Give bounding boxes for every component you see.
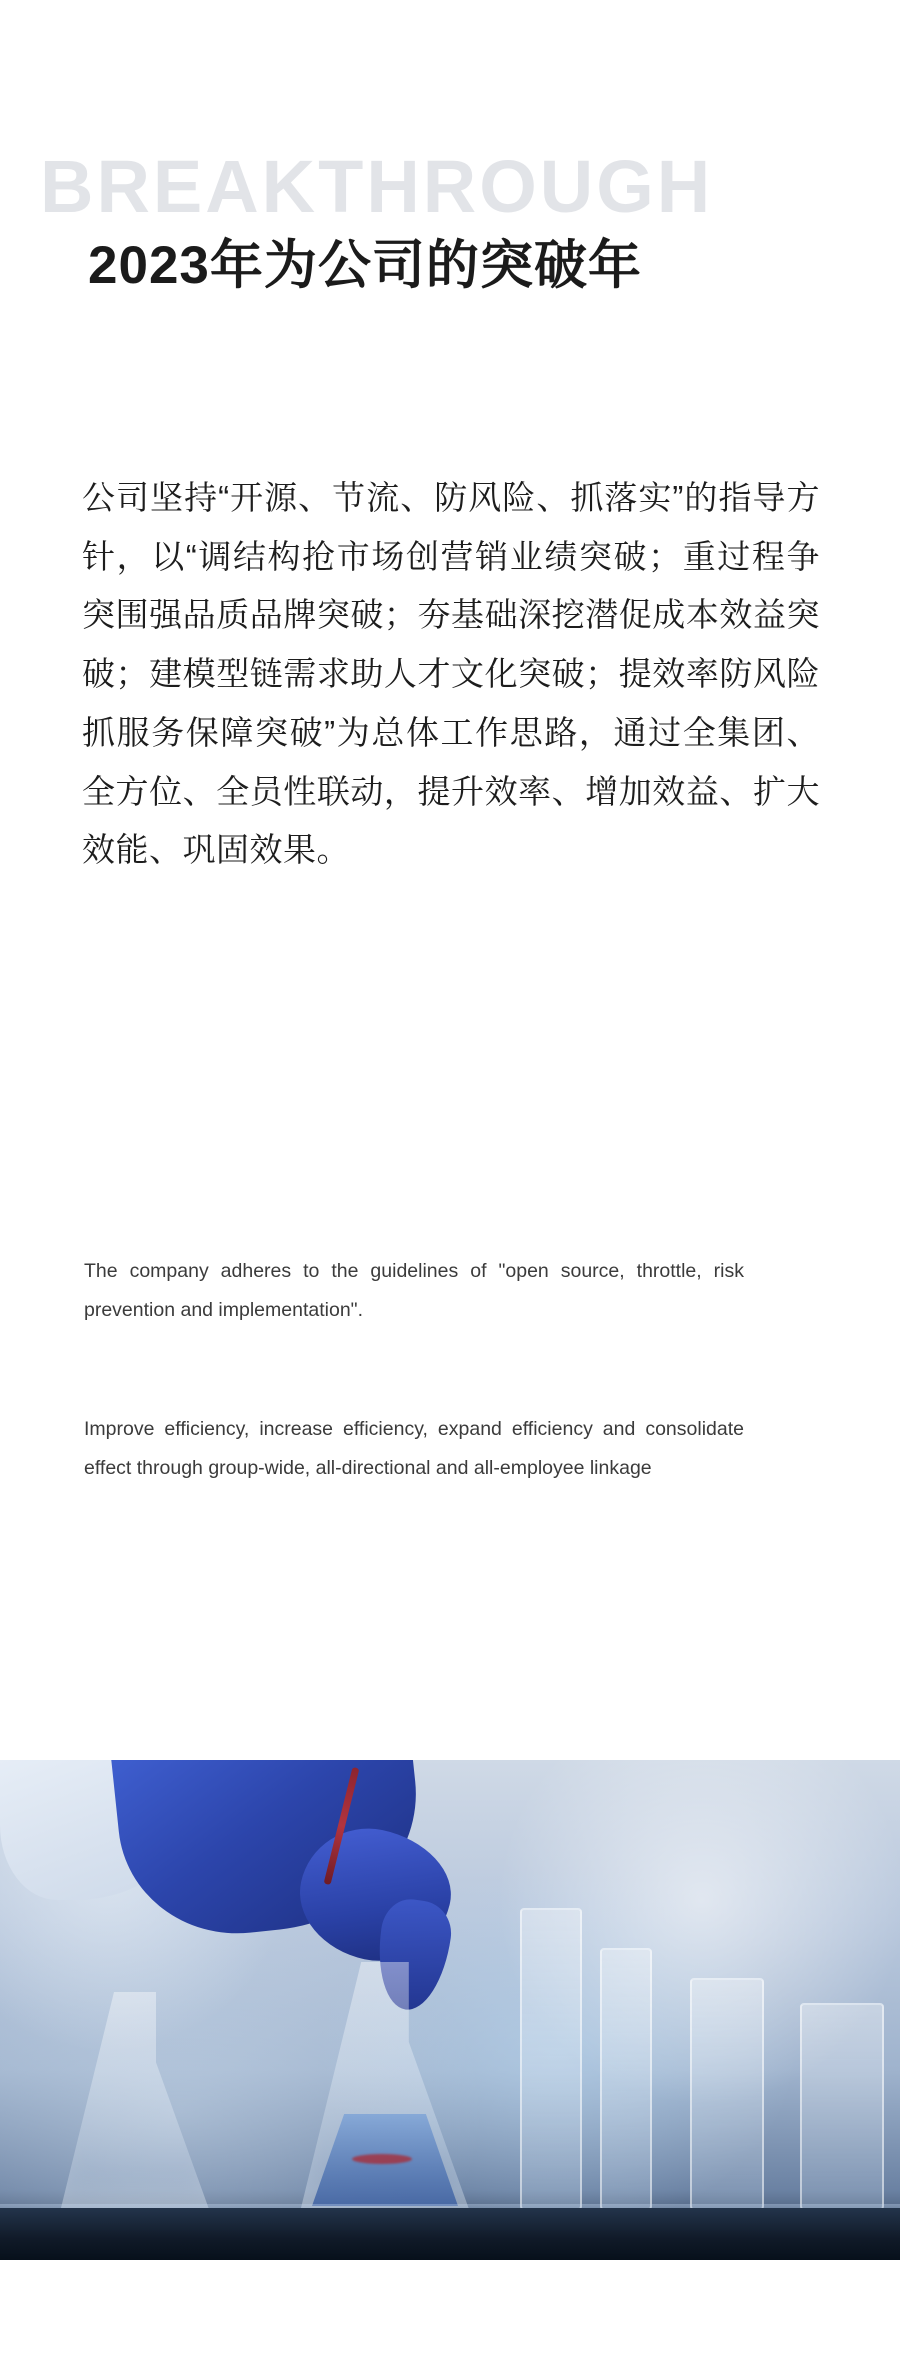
graduated-cylinder-icon	[800, 2003, 884, 2212]
watermark-text: BREAKTHROUGH	[40, 145, 714, 228]
english-paragraph-2: Improve efficiency, increase efficiency, expand efficiency and consolidate effect through group-wide, all-directional and all-employee linkage	[84, 1417, 744, 1479]
english-paragraph-1: The company adheres to the guidelines of "open source, throttle, risk prevention and implementation".	[84, 1259, 744, 1321]
page-header	[0, 145, 900, 340]
chinese-body-paragraph: 公司坚持“开源、节流、防风险、抓落实”的指导方针，以“调结构抢市场创营销业绩突破；重过程争突围强品质品牌突破；夯基础深挖潜促成本效益突破；建模型链需求助人才文化突破；提效率防风险抓服务保障突破”为总体工作思路，通过全集团、全方位、全员性联动，提升效率、增加效益、扩大效能、巩固效果。	[82, 479, 820, 869]
laboratory-photo	[0, 1760, 900, 2260]
lab-bench	[0, 2208, 900, 2260]
graduated-cylinder-icon	[600, 1948, 652, 2212]
graduated-cylinder-icon	[690, 1978, 764, 2212]
page-footer-space	[0, 2260, 900, 2379]
graduated-cylinder-icon	[520, 1908, 582, 2212]
page-title: 2023年为公司的突破年	[88, 235, 642, 295]
flask-liquid-accent	[352, 2154, 412, 2164]
